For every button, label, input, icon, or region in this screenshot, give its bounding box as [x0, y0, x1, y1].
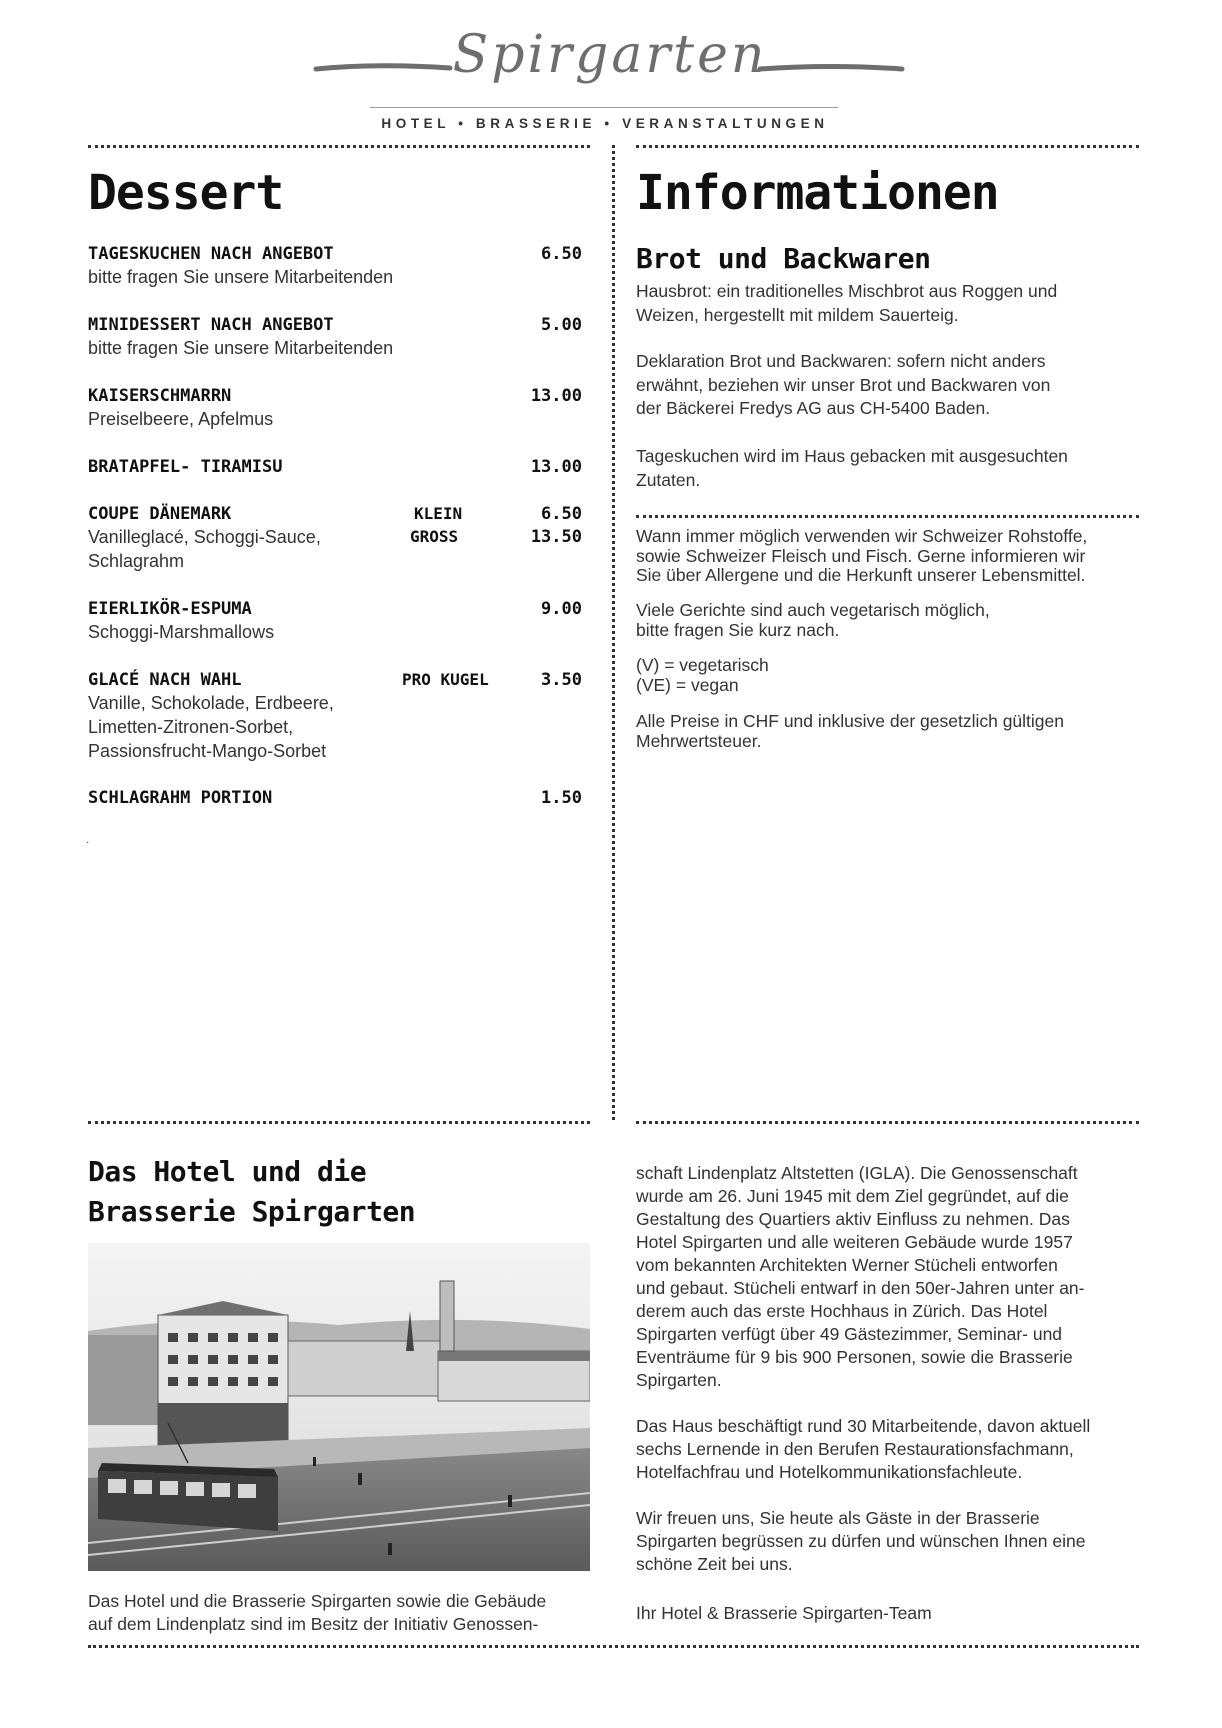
menu-item [88, 503, 588, 573]
menu-item [88, 385, 588, 431]
hotel-title-line: Brasserie Spirgarten [88, 1195, 416, 1228]
info-subtitle: Brot und Backwaren [636, 242, 931, 275]
menu-item [88, 314, 588, 360]
item-name: BRATAPFEL- TIRAMISU [88, 457, 283, 477]
item-desc: Vanille, Schokolade, Erdbeere, [88, 693, 334, 713]
story-line: schöne Zeit bei uns. [636, 1554, 793, 1574]
item-price: 9.00 [541, 599, 582, 619]
info-line: Deklaration Brot und Backwaren: sofern nicht anders [636, 351, 1046, 371]
diet-legend [636, 656, 1146, 695]
team-signature: Ihr Hotel & Brasserie Spirgarten-Team [636, 1603, 932, 1623]
hotel-title-line: Das Hotel und die [88, 1155, 367, 1188]
info-line: erwähnt, beziehen wir unser Brot und Backwaren von [636, 374, 1051, 395]
info-line: bitte fragen Sie kurz nach. [636, 619, 840, 640]
info-title: Informationen [636, 165, 999, 221]
spirgarten-logo [310, 28, 910, 90]
item-name: COUPE DÄNEMARK [88, 504, 232, 524]
item-price: 6.50 [541, 244, 582, 264]
info-line: Sie über Allergene und die Herkunft unserer Lebensmittel. [636, 565, 1086, 585]
item-desc: Passionsfrucht-Mango-Sorbet [88, 741, 327, 761]
item-desc: Schoggi-Marshmallows [88, 622, 275, 642]
svg-text:Spirgarten: Spirgarten [452, 28, 768, 85]
item-size: PRO KUGEL [402, 670, 489, 689]
story-line: Eventräume für 9 bis 900 Personen, sowie die Brasserie [636, 1347, 1073, 1367]
story-line: derem auch das erste Hochhaus in Zürich. Das Hotel [636, 1301, 1048, 1321]
story-line: wurde am 26. Juni 1945 mit dem Ziel gegründet, auf die [636, 1186, 1069, 1206]
divider-info [636, 515, 1139, 518]
story-line: Spirgarten verfügt über 49 Gästezimmer, Seminar- und [636, 1324, 1063, 1344]
item-price: 13.50 [530, 527, 582, 547]
info-line: sowie Schweizer Fleisch und Fisch. Gerne informieren wir [636, 545, 1086, 566]
menu-item [88, 598, 588, 644]
item-name: GLACÉ NACH WAHL [88, 670, 242, 690]
info-paragraph [636, 445, 1146, 492]
photo-caption [88, 1590, 598, 1636]
info-line: der Bäckerei Fredys AG aus CH-5400 Baden. [636, 398, 991, 418]
item-name: TAGESKUCHEN NACH ANGEBOT [88, 244, 334, 264]
story-line: und gebaut. Stücheli entwarf in den 50er-Jahren unter an- [636, 1278, 1085, 1298]
info-line: Tageskuchen wird im Haus gebacken mit ausgesuchten [636, 446, 1068, 466]
caption-line: Das Hotel und die Brasserie Spirgarten sowie die Gebäude [88, 1591, 547, 1611]
hotel-story [636, 1162, 1139, 1576]
dessert-title: Dessert [88, 165, 284, 221]
info-line: Alle Preise in CHF und inklusive der gesetzlich gültigen [636, 711, 1064, 731]
legend-vegan: (VE) = vegan [636, 674, 739, 695]
item-price: 1.50 [541, 788, 582, 808]
menu-item [88, 456, 588, 478]
header-rule [370, 107, 838, 108]
item-price: 13.00 [530, 386, 582, 406]
info-paragraph [636, 280, 1146, 327]
story-line: sechs Lernende in den Berufen Restaurationsfachmann, [636, 1439, 1074, 1459]
info-paragraph [636, 712, 1146, 751]
item-desc: Schlagrahm [88, 551, 185, 571]
menu-item [88, 243, 588, 289]
item-name: MINIDESSERT NACH ANGEBOT [88, 315, 334, 335]
item-desc: Preiselbeere, Apfelmus [88, 409, 274, 429]
menu-item [88, 669, 588, 763]
info-paragraph [636, 527, 1156, 586]
item-name: KAISERSCHMARRN [88, 386, 232, 406]
divider-mid-right [636, 1121, 1139, 1124]
info-line: Zutaten. [636, 469, 701, 490]
item-price: 13.00 [530, 457, 582, 477]
tagline: HOTEL • BRASSERIE • VERANSTALTUNGEN [381, 116, 829, 131]
divider-top-right [636, 145, 1139, 148]
item-desc: bitte fragen Sie unsere Mitarbeitenden [88, 267, 394, 287]
divider-mid-left [88, 1121, 590, 1124]
item-desc: bitte fragen Sie unsere Mitarbeitenden [88, 338, 394, 358]
story-line: Gestaltung des Quartiers aktiv Einfluss zu nehmen. Das [636, 1209, 1070, 1229]
stray-mark: . [86, 832, 90, 846]
item-size: GROSS [410, 527, 459, 546]
story-line: Spirgarten begrüssen zu dürfen und wünschen Ihnen eine [636, 1531, 1086, 1551]
story-line: schaft Lindenplatz Altstetten (IGLA). Die Genossenschaft [636, 1163, 1078, 1183]
info-line: Weizen, hergestellt mit mildem Sauerteig. [636, 304, 959, 325]
item-price: 5.00 [541, 315, 582, 335]
info-paragraph [636, 350, 1146, 421]
story-line: Hotel Spirgarten und alle weiteren Gebäude wurde 1957 [636, 1232, 1073, 1252]
story-line: Das Haus beschäftigt rund 30 Mitarbeitende, davon aktuell [636, 1416, 1091, 1436]
info-paragraph [636, 601, 1146, 640]
divider-vertical [612, 145, 615, 1120]
story-line: vom bekannten Architekten Werner Stücheli entworfen [636, 1255, 1058, 1275]
story-paragraph-1 [636, 1162, 1139, 1392]
item-price: 6.50 [541, 504, 582, 524]
item-desc: Limetten-Zitronen-Sorbet, [88, 717, 294, 737]
story-paragraph-2 [636, 1415, 1139, 1484]
info-line: Wann immer möglich verwenden wir Schweizer Rohstoffe, [636, 526, 1088, 546]
item-size: KLEIN [414, 504, 463, 523]
legend-vegetarian: (V) = vegetarisch [636, 655, 769, 675]
divider-bottom [88, 1645, 1139, 1648]
info-line: Viele Gerichte sind auch vegetarisch möglich, [636, 600, 990, 620]
story-line: Wir freuen uns, Sie heute als Gäste in der Brasserie [636, 1508, 1040, 1528]
hotel-title [88, 1152, 415, 1232]
item-name: EIERLIKÖR-ESPUMA [88, 599, 252, 619]
info-line: Mehrwertsteuer. [636, 730, 762, 751]
story-line: Hotelfachfrau und Hotelkommunikationsfachleute. [636, 1462, 1023, 1482]
caption-line: auf dem Lindenplatz sind im Besitz der Initiativ Genossen- [88, 1614, 539, 1634]
divider-top-left [88, 145, 590, 148]
historic-photo [88, 1243, 590, 1571]
item-desc: Vanilleglacé, Schoggi-Sauce, [88, 527, 321, 547]
info-line: Hausbrot: ein traditionelles Mischbrot aus Roggen und [636, 281, 1058, 301]
item-price: 3.50 [541, 670, 582, 690]
item-name: SCHLAGRAHM PORTION [88, 788, 273, 808]
story-paragraph-3 [636, 1507, 1139, 1576]
story-line: Spirgarten. [636, 1370, 722, 1390]
menu-item [88, 787, 588, 809]
